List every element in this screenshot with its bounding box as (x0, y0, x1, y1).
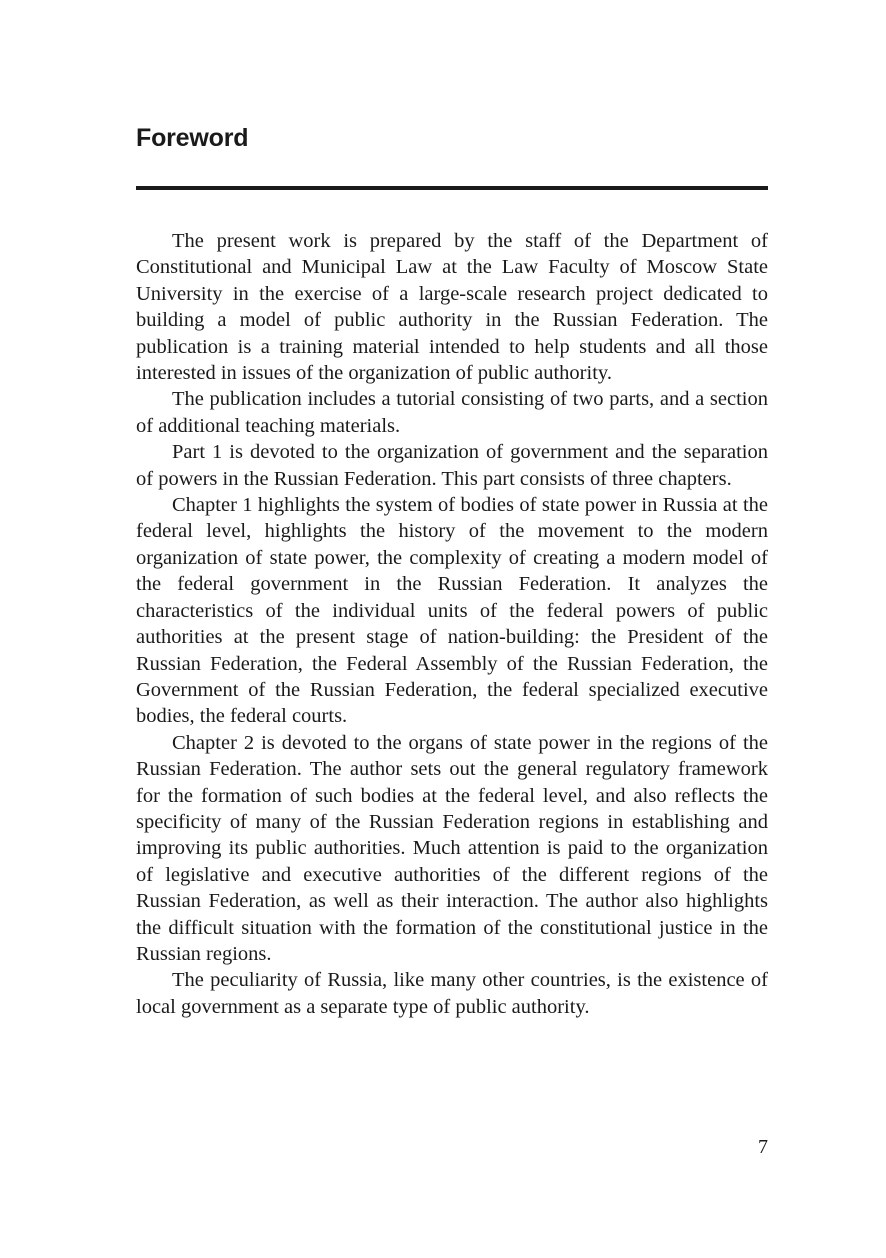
page-number: 7 (758, 1136, 768, 1158)
paragraph-structure: The publication includes a tutorial consisting of two parts, and a section of additional teaching materials. (136, 388, 768, 437)
heading-divider (136, 186, 768, 190)
paragraph-local-government: The peculiarity of Russia, like many other countries, is the existence of local government as a separate type of public authority. (136, 969, 768, 1018)
paragraph-intro: The present work is prepared by the staff of the Department of Constitutional and Municipal Law at the Law Faculty of Moscow State University in the exercise of a large-scale research project dedicated to building a model of public authority in the Russian Federation. The publication is a training material intended to help students and all those interested in issues of the organization of public authority. (136, 230, 768, 385)
page-title: Foreword (136, 124, 249, 152)
body-text (136, 228, 768, 1020)
paragraph-chapter-2: Chapter 2 is devoted to the organs of state power in the regions of the Russian Federation. The author sets out the general regulatory framework for the formation of such bodies at the federal level, and also reflects the specificity of many of the Russian Federation regions in establishing and improving its public authorities. Much attention is paid to the organization of legislative and executive authorities of the different regions of the Russian Federation, as well as their interaction. The author also highlights the difficult situation with the formation of the constitutional justice in the Russian regions. (136, 731, 768, 965)
paragraph-chapter-1: Chapter 1 highlights the system of bodies of state power in Russia at the federal level, highlights the history of the movement to the modern organization of state power, the complexity of creating a modern model of the federal government in the Russian Federation. It analyzes the characteristics of the individual units of the federal powers of public authorities at the present stage of nation-building: the President of the Russian Federation, the Federal Assembly of the Russian Federation, the Government of the Russian Federation, the federal specialized executive bodies, the federal courts. (136, 494, 768, 728)
paragraph-part-1: Part 1 is devoted to the organization of government and the separation of powers in the Russian Federation. This part consists of three chapters. (136, 441, 768, 490)
